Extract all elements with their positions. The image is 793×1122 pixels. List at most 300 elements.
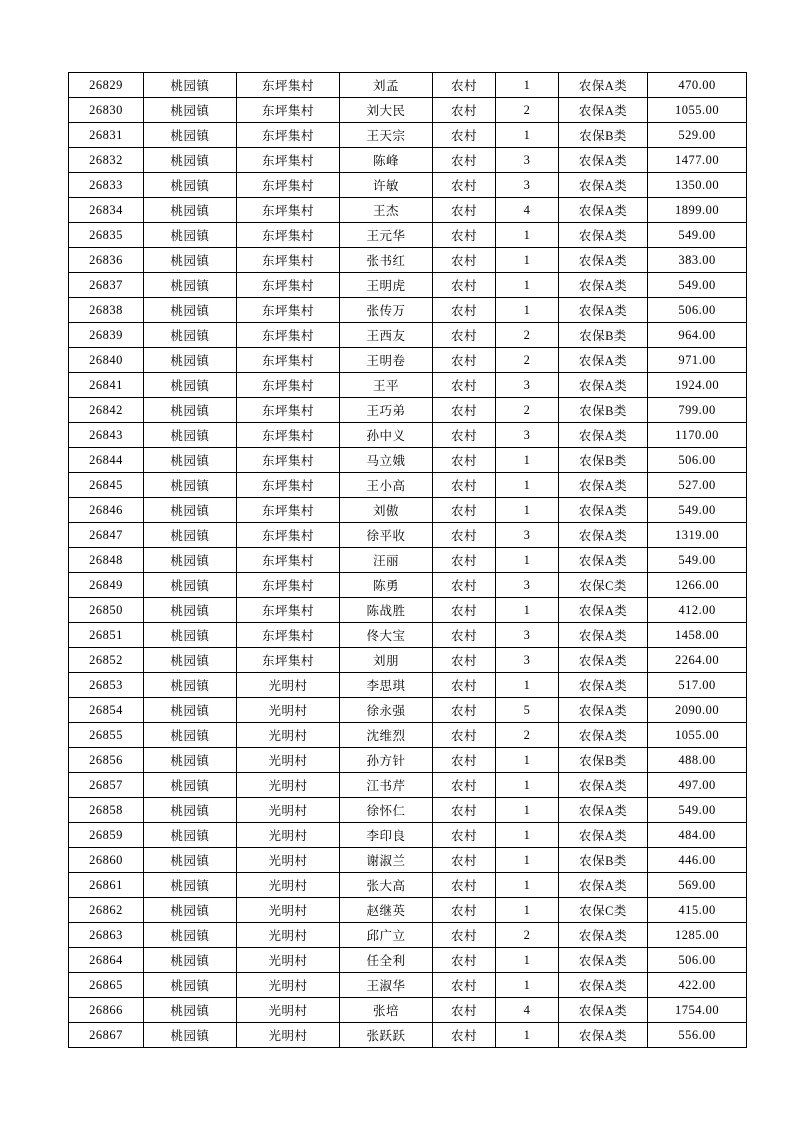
cell-category: 农保A类 xyxy=(559,973,648,998)
cell-person: 陈峰 xyxy=(340,148,433,173)
cell-person: 沈维烈 xyxy=(340,723,433,748)
cell-count: 1 xyxy=(496,248,559,273)
cell-category: 农保A类 xyxy=(559,298,648,323)
table-row xyxy=(69,448,747,473)
cell-type: 农村 xyxy=(433,123,496,148)
cell-person: 李思琪 xyxy=(340,673,433,698)
table-row xyxy=(69,773,747,798)
table-row xyxy=(69,623,747,648)
cell-id: 26837 xyxy=(69,273,144,298)
cell-category: 农保A类 xyxy=(559,223,648,248)
cell-amount: 1285.00 xyxy=(648,923,747,948)
cell-village: 东坪集村 xyxy=(237,248,340,273)
cell-amount: 1754.00 xyxy=(648,998,747,1023)
table-row xyxy=(69,823,747,848)
cell-id: 26866 xyxy=(69,998,144,1023)
cell-amount: 1924.00 xyxy=(648,373,747,398)
cell-person: 赵继英 xyxy=(340,898,433,923)
cell-count: 1 xyxy=(496,223,559,248)
cell-id: 26838 xyxy=(69,298,144,323)
cell-amount: 1350.00 xyxy=(648,173,747,198)
cell-person: 李印良 xyxy=(340,823,433,848)
cell-category: 农保A类 xyxy=(559,823,648,848)
cell-count: 2 xyxy=(496,348,559,373)
table-row xyxy=(69,548,747,573)
cell-count: 2 xyxy=(496,723,559,748)
table-row xyxy=(69,798,747,823)
cell-type: 农村 xyxy=(433,473,496,498)
cell-person: 徐平收 xyxy=(340,523,433,548)
cell-amount: 964.00 xyxy=(648,323,747,348)
cell-id: 26841 xyxy=(69,373,144,398)
cell-count: 5 xyxy=(496,698,559,723)
table-row xyxy=(69,123,747,148)
cell-town: 桃园镇 xyxy=(144,223,237,248)
cell-amount: 529.00 xyxy=(648,123,747,148)
cell-category: 农保A类 xyxy=(559,248,648,273)
cell-town: 桃园镇 xyxy=(144,73,237,98)
cell-count: 3 xyxy=(496,623,559,648)
cell-person: 刘傲 xyxy=(340,498,433,523)
cell-type: 农村 xyxy=(433,973,496,998)
cell-town: 桃园镇 xyxy=(144,798,237,823)
subsidy-table-body xyxy=(69,73,747,1048)
cell-town: 桃园镇 xyxy=(144,423,237,448)
cell-town: 桃园镇 xyxy=(144,898,237,923)
cell-town: 桃园镇 xyxy=(144,173,237,198)
table-row xyxy=(69,173,747,198)
cell-village: 东坪集村 xyxy=(237,198,340,223)
cell-count: 1 xyxy=(496,748,559,773)
cell-category: 农保A类 xyxy=(559,173,648,198)
cell-village: 光明村 xyxy=(237,923,340,948)
cell-amount: 799.00 xyxy=(648,398,747,423)
cell-count: 1 xyxy=(496,673,559,698)
cell-type: 农村 xyxy=(433,1023,496,1048)
cell-town: 桃园镇 xyxy=(144,723,237,748)
table-row xyxy=(69,673,747,698)
cell-town: 桃园镇 xyxy=(144,573,237,598)
cell-village: 光明村 xyxy=(237,823,340,848)
cell-village: 东坪集村 xyxy=(237,123,340,148)
cell-town: 桃园镇 xyxy=(144,598,237,623)
cell-id: 26849 xyxy=(69,573,144,598)
cell-type: 农村 xyxy=(433,948,496,973)
cell-amount: 484.00 xyxy=(648,823,747,848)
cell-category: 农保A类 xyxy=(559,498,648,523)
cell-type: 农村 xyxy=(433,248,496,273)
cell-town: 桃园镇 xyxy=(144,523,237,548)
cell-amount: 2090.00 xyxy=(648,698,747,723)
cell-person: 王天宗 xyxy=(340,123,433,148)
cell-type: 农村 xyxy=(433,498,496,523)
cell-type: 农村 xyxy=(433,173,496,198)
table-row xyxy=(69,598,747,623)
cell-category: 农保A类 xyxy=(559,348,648,373)
cell-category: 农保B类 xyxy=(559,748,648,773)
cell-count: 1 xyxy=(496,898,559,923)
table-row xyxy=(69,98,747,123)
cell-type: 农村 xyxy=(433,223,496,248)
cell-town: 桃园镇 xyxy=(144,748,237,773)
cell-id: 26858 xyxy=(69,798,144,823)
cell-village: 光明村 xyxy=(237,1023,340,1048)
cell-category: 农保B类 xyxy=(559,848,648,873)
cell-town: 桃园镇 xyxy=(144,448,237,473)
cell-type: 农村 xyxy=(433,898,496,923)
cell-person: 刘孟 xyxy=(340,73,433,98)
cell-amount: 1266.00 xyxy=(648,573,747,598)
cell-amount: 488.00 xyxy=(648,748,747,773)
cell-count: 3 xyxy=(496,573,559,598)
cell-town: 桃园镇 xyxy=(144,298,237,323)
table-row xyxy=(69,573,747,598)
cell-category: 农保B类 xyxy=(559,323,648,348)
cell-town: 桃园镇 xyxy=(144,323,237,348)
cell-count: 1 xyxy=(496,448,559,473)
table-row xyxy=(69,73,747,98)
cell-count: 4 xyxy=(496,998,559,1023)
cell-id: 26859 xyxy=(69,823,144,848)
cell-id: 26834 xyxy=(69,198,144,223)
cell-type: 农村 xyxy=(433,398,496,423)
cell-id: 26867 xyxy=(69,1023,144,1048)
cell-amount: 412.00 xyxy=(648,598,747,623)
cell-village: 东坪集村 xyxy=(237,548,340,573)
cell-person: 刘朋 xyxy=(340,648,433,673)
cell-village: 东坪集村 xyxy=(237,623,340,648)
cell-amount: 497.00 xyxy=(648,773,747,798)
cell-count: 1 xyxy=(496,1023,559,1048)
cell-count: 3 xyxy=(496,148,559,173)
cell-id: 26851 xyxy=(69,623,144,648)
cell-category: 农保A类 xyxy=(559,673,648,698)
cell-count: 2 xyxy=(496,98,559,123)
cell-category: 农保A类 xyxy=(559,1023,648,1048)
cell-person: 王明卷 xyxy=(340,348,433,373)
table-row xyxy=(69,898,747,923)
cell-village: 光明村 xyxy=(237,898,340,923)
cell-village: 光明村 xyxy=(237,998,340,1023)
cell-category: 农保A类 xyxy=(559,698,648,723)
cell-category: 农保A类 xyxy=(559,648,648,673)
cell-town: 桃园镇 xyxy=(144,848,237,873)
cell-category: 农保A类 xyxy=(559,773,648,798)
cell-id: 26835 xyxy=(69,223,144,248)
cell-person: 王淑华 xyxy=(340,973,433,998)
cell-count: 1 xyxy=(496,548,559,573)
cell-town: 桃园镇 xyxy=(144,823,237,848)
cell-amount: 549.00 xyxy=(648,498,747,523)
cell-amount: 971.00 xyxy=(648,348,747,373)
cell-category: 农保A类 xyxy=(559,723,648,748)
cell-category: 农保B类 xyxy=(559,398,648,423)
cell-count: 1 xyxy=(496,798,559,823)
cell-count: 1 xyxy=(496,473,559,498)
table-row xyxy=(69,723,747,748)
table-row xyxy=(69,348,747,373)
cell-village: 东坪集村 xyxy=(237,273,340,298)
cell-id: 26852 xyxy=(69,648,144,673)
table-row xyxy=(69,298,747,323)
cell-amount: 527.00 xyxy=(648,473,747,498)
cell-person: 王巧弟 xyxy=(340,398,433,423)
cell-person: 王明虎 xyxy=(340,273,433,298)
cell-village: 光明村 xyxy=(237,723,340,748)
cell-village: 东坪集村 xyxy=(237,298,340,323)
cell-type: 农村 xyxy=(433,323,496,348)
table-row xyxy=(69,373,747,398)
cell-person: 孙方针 xyxy=(340,748,433,773)
cell-amount: 415.00 xyxy=(648,898,747,923)
cell-type: 农村 xyxy=(433,273,496,298)
cell-town: 桃园镇 xyxy=(144,948,237,973)
cell-amount: 556.00 xyxy=(648,1023,747,1048)
cell-amount: 470.00 xyxy=(648,73,747,98)
cell-count: 2 xyxy=(496,323,559,348)
cell-count: 1 xyxy=(496,498,559,523)
table-row xyxy=(69,423,747,448)
cell-category: 农保C类 xyxy=(559,898,648,923)
cell-person: 张大高 xyxy=(340,873,433,898)
cell-amount: 506.00 xyxy=(648,298,747,323)
cell-type: 农村 xyxy=(433,73,496,98)
cell-person: 佟大宝 xyxy=(340,623,433,648)
cell-village: 光明村 xyxy=(237,748,340,773)
cell-person: 汪丽 xyxy=(340,548,433,573)
cell-person: 王杰 xyxy=(340,198,433,223)
cell-village: 光明村 xyxy=(237,973,340,998)
cell-type: 农村 xyxy=(433,598,496,623)
cell-person: 王元华 xyxy=(340,223,433,248)
cell-town: 桃园镇 xyxy=(144,673,237,698)
cell-count: 1 xyxy=(496,123,559,148)
cell-id: 26863 xyxy=(69,923,144,948)
cell-type: 农村 xyxy=(433,723,496,748)
cell-amount: 549.00 xyxy=(648,548,747,573)
cell-id: 26861 xyxy=(69,873,144,898)
cell-person: 江书芹 xyxy=(340,773,433,798)
cell-count: 1 xyxy=(496,773,559,798)
cell-village: 东坪集村 xyxy=(237,348,340,373)
cell-amount: 1319.00 xyxy=(648,523,747,548)
cell-type: 农村 xyxy=(433,998,496,1023)
cell-id: 26865 xyxy=(69,973,144,998)
cell-town: 桃园镇 xyxy=(144,998,237,1023)
cell-amount: 506.00 xyxy=(648,448,747,473)
cell-id: 26853 xyxy=(69,673,144,698)
cell-town: 桃园镇 xyxy=(144,973,237,998)
cell-id: 26839 xyxy=(69,323,144,348)
cell-village: 东坪集村 xyxy=(237,648,340,673)
cell-village: 光明村 xyxy=(237,698,340,723)
cell-town: 桃园镇 xyxy=(144,623,237,648)
cell-id: 26860 xyxy=(69,848,144,873)
cell-village: 东坪集村 xyxy=(237,173,340,198)
table-row xyxy=(69,323,747,348)
cell-count: 1 xyxy=(496,873,559,898)
cell-village: 东坪集村 xyxy=(237,423,340,448)
cell-type: 农村 xyxy=(433,873,496,898)
cell-person: 陈战胜 xyxy=(340,598,433,623)
cell-category: 农保A类 xyxy=(559,598,648,623)
cell-id: 26856 xyxy=(69,748,144,773)
table-row xyxy=(69,198,747,223)
table-row xyxy=(69,223,747,248)
cell-category: 农保A类 xyxy=(559,548,648,573)
cell-town: 桃园镇 xyxy=(144,123,237,148)
cell-village: 光明村 xyxy=(237,798,340,823)
cell-amount: 1170.00 xyxy=(648,423,747,448)
cell-amount: 506.00 xyxy=(648,948,747,973)
cell-village: 东坪集村 xyxy=(237,448,340,473)
cell-type: 农村 xyxy=(433,648,496,673)
table-row xyxy=(69,998,747,1023)
cell-type: 农村 xyxy=(433,548,496,573)
cell-id: 26854 xyxy=(69,698,144,723)
cell-person: 马立娥 xyxy=(340,448,433,473)
cell-type: 农村 xyxy=(433,623,496,648)
cell-amount: 569.00 xyxy=(648,873,747,898)
cell-person: 邱广立 xyxy=(340,923,433,948)
cell-id: 26848 xyxy=(69,548,144,573)
cell-town: 桃园镇 xyxy=(144,398,237,423)
cell-category: 农保A类 xyxy=(559,198,648,223)
table-row xyxy=(69,648,747,673)
cell-id: 26857 xyxy=(69,773,144,798)
cell-category: 农保A类 xyxy=(559,73,648,98)
cell-count: 3 xyxy=(496,648,559,673)
cell-count: 3 xyxy=(496,173,559,198)
cell-id: 26844 xyxy=(69,448,144,473)
cell-town: 桃园镇 xyxy=(144,198,237,223)
table-row xyxy=(69,923,747,948)
cell-town: 桃园镇 xyxy=(144,248,237,273)
cell-town: 桃园镇 xyxy=(144,648,237,673)
cell-count: 3 xyxy=(496,373,559,398)
cell-amount: 549.00 xyxy=(648,223,747,248)
table-row xyxy=(69,973,747,998)
cell-category: 农保A类 xyxy=(559,998,648,1023)
cell-count: 2 xyxy=(496,923,559,948)
cell-id: 26842 xyxy=(69,398,144,423)
table-row xyxy=(69,1023,747,1048)
cell-count: 3 xyxy=(496,523,559,548)
cell-village: 东坪集村 xyxy=(237,598,340,623)
cell-town: 桃园镇 xyxy=(144,773,237,798)
cell-type: 农村 xyxy=(433,98,496,123)
cell-person: 孙中义 xyxy=(340,423,433,448)
cell-id: 26829 xyxy=(69,73,144,98)
cell-type: 农村 xyxy=(433,198,496,223)
cell-category: 农保A类 xyxy=(559,623,648,648)
cell-village: 光明村 xyxy=(237,773,340,798)
cell-town: 桃园镇 xyxy=(144,348,237,373)
cell-category: 农保A类 xyxy=(559,273,648,298)
cell-town: 桃园镇 xyxy=(144,498,237,523)
cell-amount: 549.00 xyxy=(648,798,747,823)
cell-category: 农保C类 xyxy=(559,573,648,598)
cell-id: 26833 xyxy=(69,173,144,198)
cell-amount: 1055.00 xyxy=(648,723,747,748)
cell-count: 1 xyxy=(496,973,559,998)
cell-category: 农保A类 xyxy=(559,523,648,548)
cell-person: 张培 xyxy=(340,998,433,1023)
cell-village: 东坪集村 xyxy=(237,148,340,173)
cell-category: 农保A类 xyxy=(559,373,648,398)
subsidy-table xyxy=(68,72,747,1048)
cell-id: 26862 xyxy=(69,898,144,923)
cell-person: 陈勇 xyxy=(340,573,433,598)
cell-type: 农村 xyxy=(433,923,496,948)
cell-category: 农保B类 xyxy=(559,123,648,148)
cell-count: 1 xyxy=(496,848,559,873)
cell-count: 1 xyxy=(496,73,559,98)
cell-id: 26864 xyxy=(69,948,144,973)
cell-category: 农保A类 xyxy=(559,98,648,123)
cell-type: 农村 xyxy=(433,348,496,373)
cell-amount: 549.00 xyxy=(648,273,747,298)
cell-category: 农保A类 xyxy=(559,148,648,173)
cell-type: 农村 xyxy=(433,373,496,398)
cell-village: 东坪集村 xyxy=(237,473,340,498)
cell-person: 许敏 xyxy=(340,173,433,198)
cell-amount: 2264.00 xyxy=(648,648,747,673)
cell-type: 农村 xyxy=(433,698,496,723)
table-row xyxy=(69,523,747,548)
cell-id: 26840 xyxy=(69,348,144,373)
cell-person: 王小高 xyxy=(340,473,433,498)
cell-person: 徐怀仁 xyxy=(340,798,433,823)
table-row xyxy=(69,498,747,523)
cell-person: 张书红 xyxy=(340,248,433,273)
cell-person: 谢淑兰 xyxy=(340,848,433,873)
cell-count: 2 xyxy=(496,398,559,423)
cell-village: 东坪集村 xyxy=(237,573,340,598)
table-row xyxy=(69,948,747,973)
cell-village: 东坪集村 xyxy=(237,523,340,548)
table-row xyxy=(69,473,747,498)
cell-type: 农村 xyxy=(433,748,496,773)
cell-town: 桃园镇 xyxy=(144,923,237,948)
cell-type: 农村 xyxy=(433,823,496,848)
cell-person: 刘大民 xyxy=(340,98,433,123)
cell-village: 东坪集村 xyxy=(237,73,340,98)
table-row xyxy=(69,873,747,898)
table-row xyxy=(69,748,747,773)
cell-town: 桃园镇 xyxy=(144,373,237,398)
cell-type: 农村 xyxy=(433,848,496,873)
cell-person: 王西友 xyxy=(340,323,433,348)
cell-person: 徐永强 xyxy=(340,698,433,723)
table-row xyxy=(69,248,747,273)
cell-village: 光明村 xyxy=(237,873,340,898)
cell-type: 农村 xyxy=(433,148,496,173)
cell-type: 农村 xyxy=(433,573,496,598)
cell-amount: 517.00 xyxy=(648,673,747,698)
cell-count: 1 xyxy=(496,823,559,848)
cell-id: 26845 xyxy=(69,473,144,498)
cell-id: 26855 xyxy=(69,723,144,748)
cell-count: 4 xyxy=(496,198,559,223)
cell-village: 东坪集村 xyxy=(237,498,340,523)
cell-village: 光明村 xyxy=(237,848,340,873)
cell-village: 光明村 xyxy=(237,673,340,698)
cell-count: 1 xyxy=(496,948,559,973)
cell-town: 桃园镇 xyxy=(144,273,237,298)
cell-type: 农村 xyxy=(433,523,496,548)
cell-person: 王平 xyxy=(340,373,433,398)
